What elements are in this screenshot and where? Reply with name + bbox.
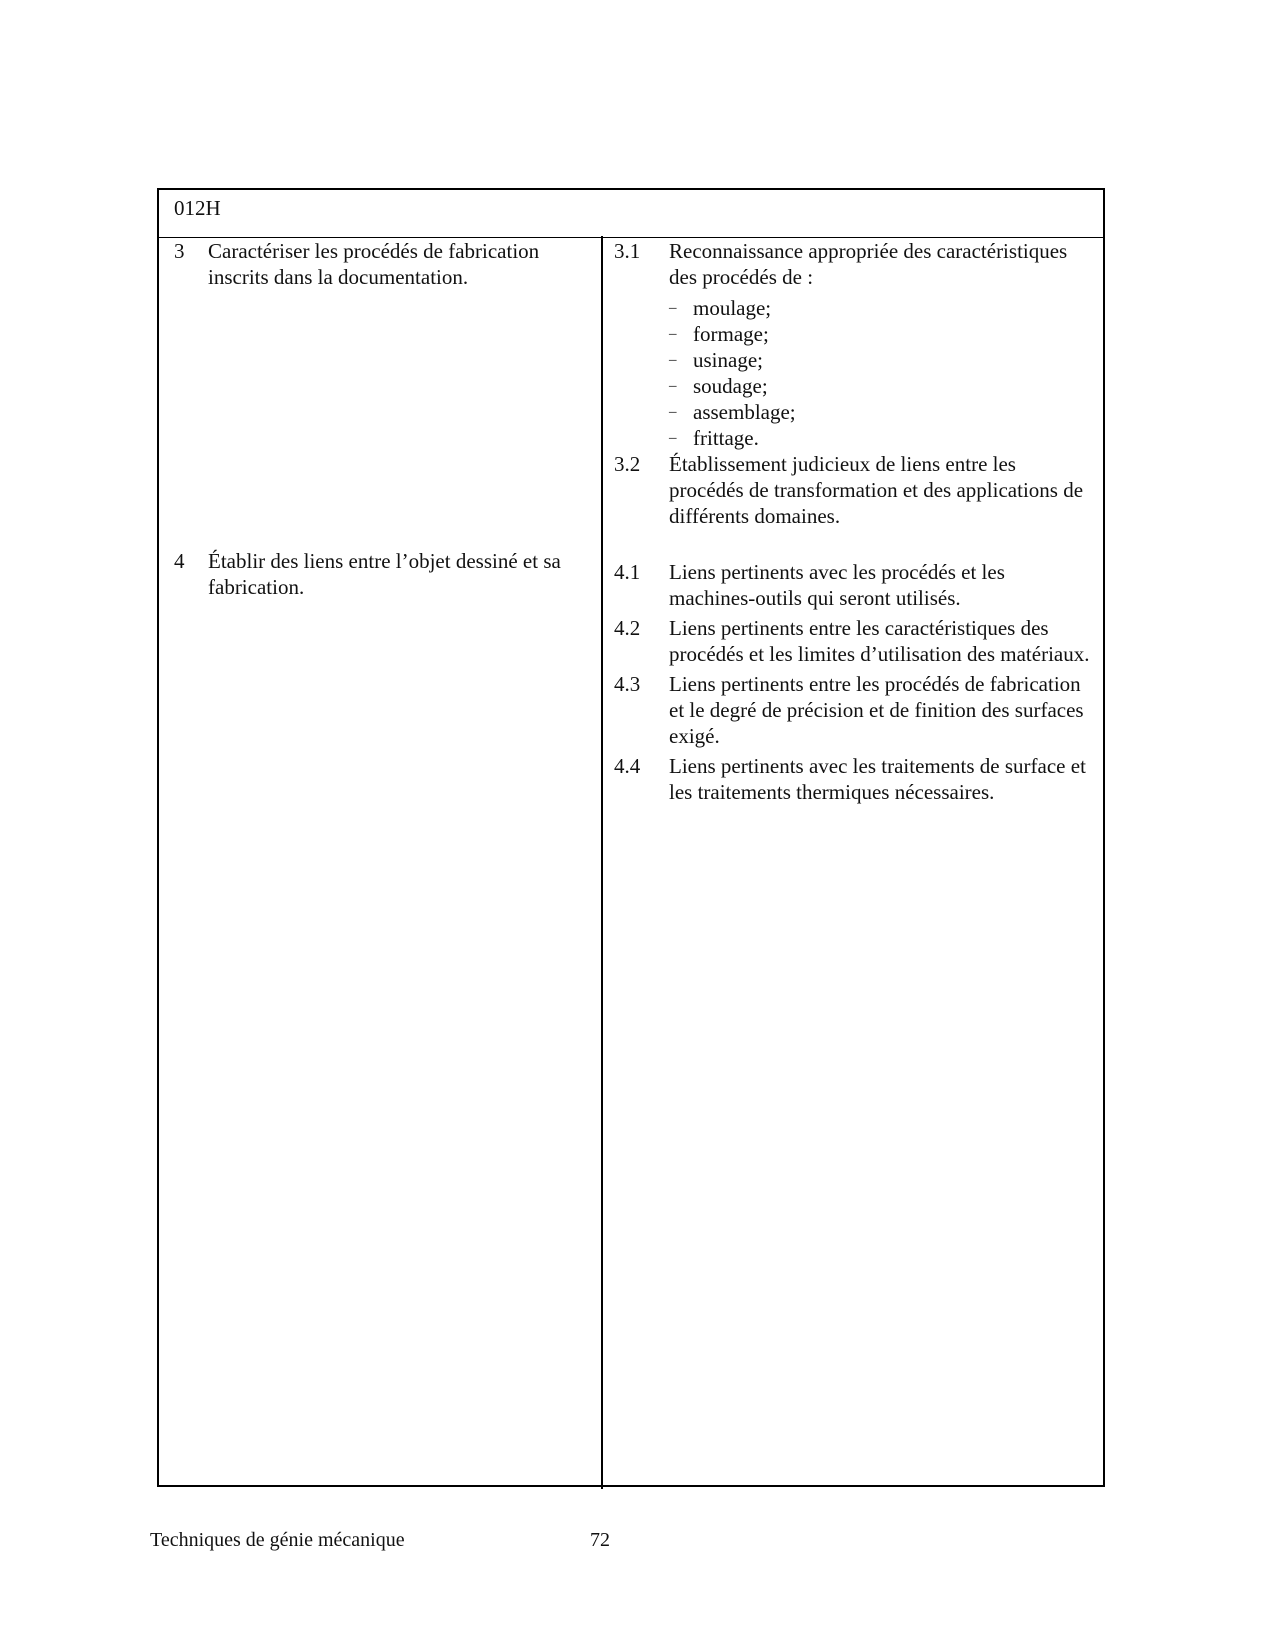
list-item: – usinage; xyxy=(669,348,763,372)
criterion-text: Liens pertinents avec les procédés et les machines-outils qui seront utilisés. xyxy=(669,560,1005,610)
criterion-3-2 xyxy=(614,451,1092,529)
criterion-4-3 xyxy=(614,671,1092,749)
criterion-4-2 xyxy=(614,615,1092,667)
criterion-3-1 xyxy=(614,238,1092,290)
list-item: – moulage; xyxy=(669,296,772,320)
element-number: 3 xyxy=(174,239,185,263)
list-item: – formage; xyxy=(669,322,769,346)
competency-code: 012H xyxy=(174,196,221,220)
criterion-number: 4.3 xyxy=(614,672,641,696)
competency-table xyxy=(157,188,1105,1487)
page-number: 72 xyxy=(590,1529,610,1551)
criterion-4-4 xyxy=(614,753,1092,805)
dash-bullet: – xyxy=(669,326,677,342)
dash-bullet: – xyxy=(669,352,677,368)
criterion-text: Liens pertinents entre les procédés de fabrication et le degré de précision et de finition des surfaces exigé. xyxy=(669,672,1084,748)
criterion-number: 4.4 xyxy=(614,754,641,778)
footer-program-title: Techniques de génie mécanique xyxy=(150,1529,405,1551)
criterion-text: Liens pertinents entre les caractéristiques des procédés et les limites d’utilisation des matériaux. xyxy=(669,616,1090,666)
dash-bullet: – xyxy=(669,300,677,316)
criterion-number: 3.1 xyxy=(614,239,641,263)
element-4 xyxy=(174,548,584,600)
criterion-number: 4.2 xyxy=(614,616,641,640)
criteria-column xyxy=(614,238,1092,805)
criterion-number: 4.1 xyxy=(614,560,641,584)
list-item: – soudage; xyxy=(669,374,768,398)
criterion-4-1 xyxy=(614,559,1092,611)
dash-bullet: – xyxy=(669,404,677,420)
criterion-number: 3.2 xyxy=(614,452,641,476)
dash-bullet: – xyxy=(669,378,677,394)
elements-column xyxy=(174,238,584,599)
element-text: Établir des liens entre l’objet dessiné et sa fabrication. xyxy=(208,549,561,599)
column-divider xyxy=(601,236,603,1489)
element-number: 4 xyxy=(174,549,185,573)
criterion-text: Établissement judicieux de liens entre les procédés de transformation et des applications de différents domaines. xyxy=(669,452,1084,528)
list-item: – assemblage; xyxy=(669,400,796,424)
dash-bullet: – xyxy=(669,430,677,446)
element-3 xyxy=(174,238,584,290)
list-item: – frittage. xyxy=(669,426,759,450)
process-list xyxy=(669,295,1092,451)
criterion-text: Reconnaissance appropriée des caractéristiques des procédés de : xyxy=(669,239,1068,289)
criterion-text: Liens pertinents avec les traitements de surface et les traitements thermiques nécessaires. xyxy=(669,754,1086,804)
element-text: Caractériser les procédés de fabrication inscrits dans la documentation. xyxy=(208,239,540,289)
code-cell xyxy=(159,190,1103,238)
